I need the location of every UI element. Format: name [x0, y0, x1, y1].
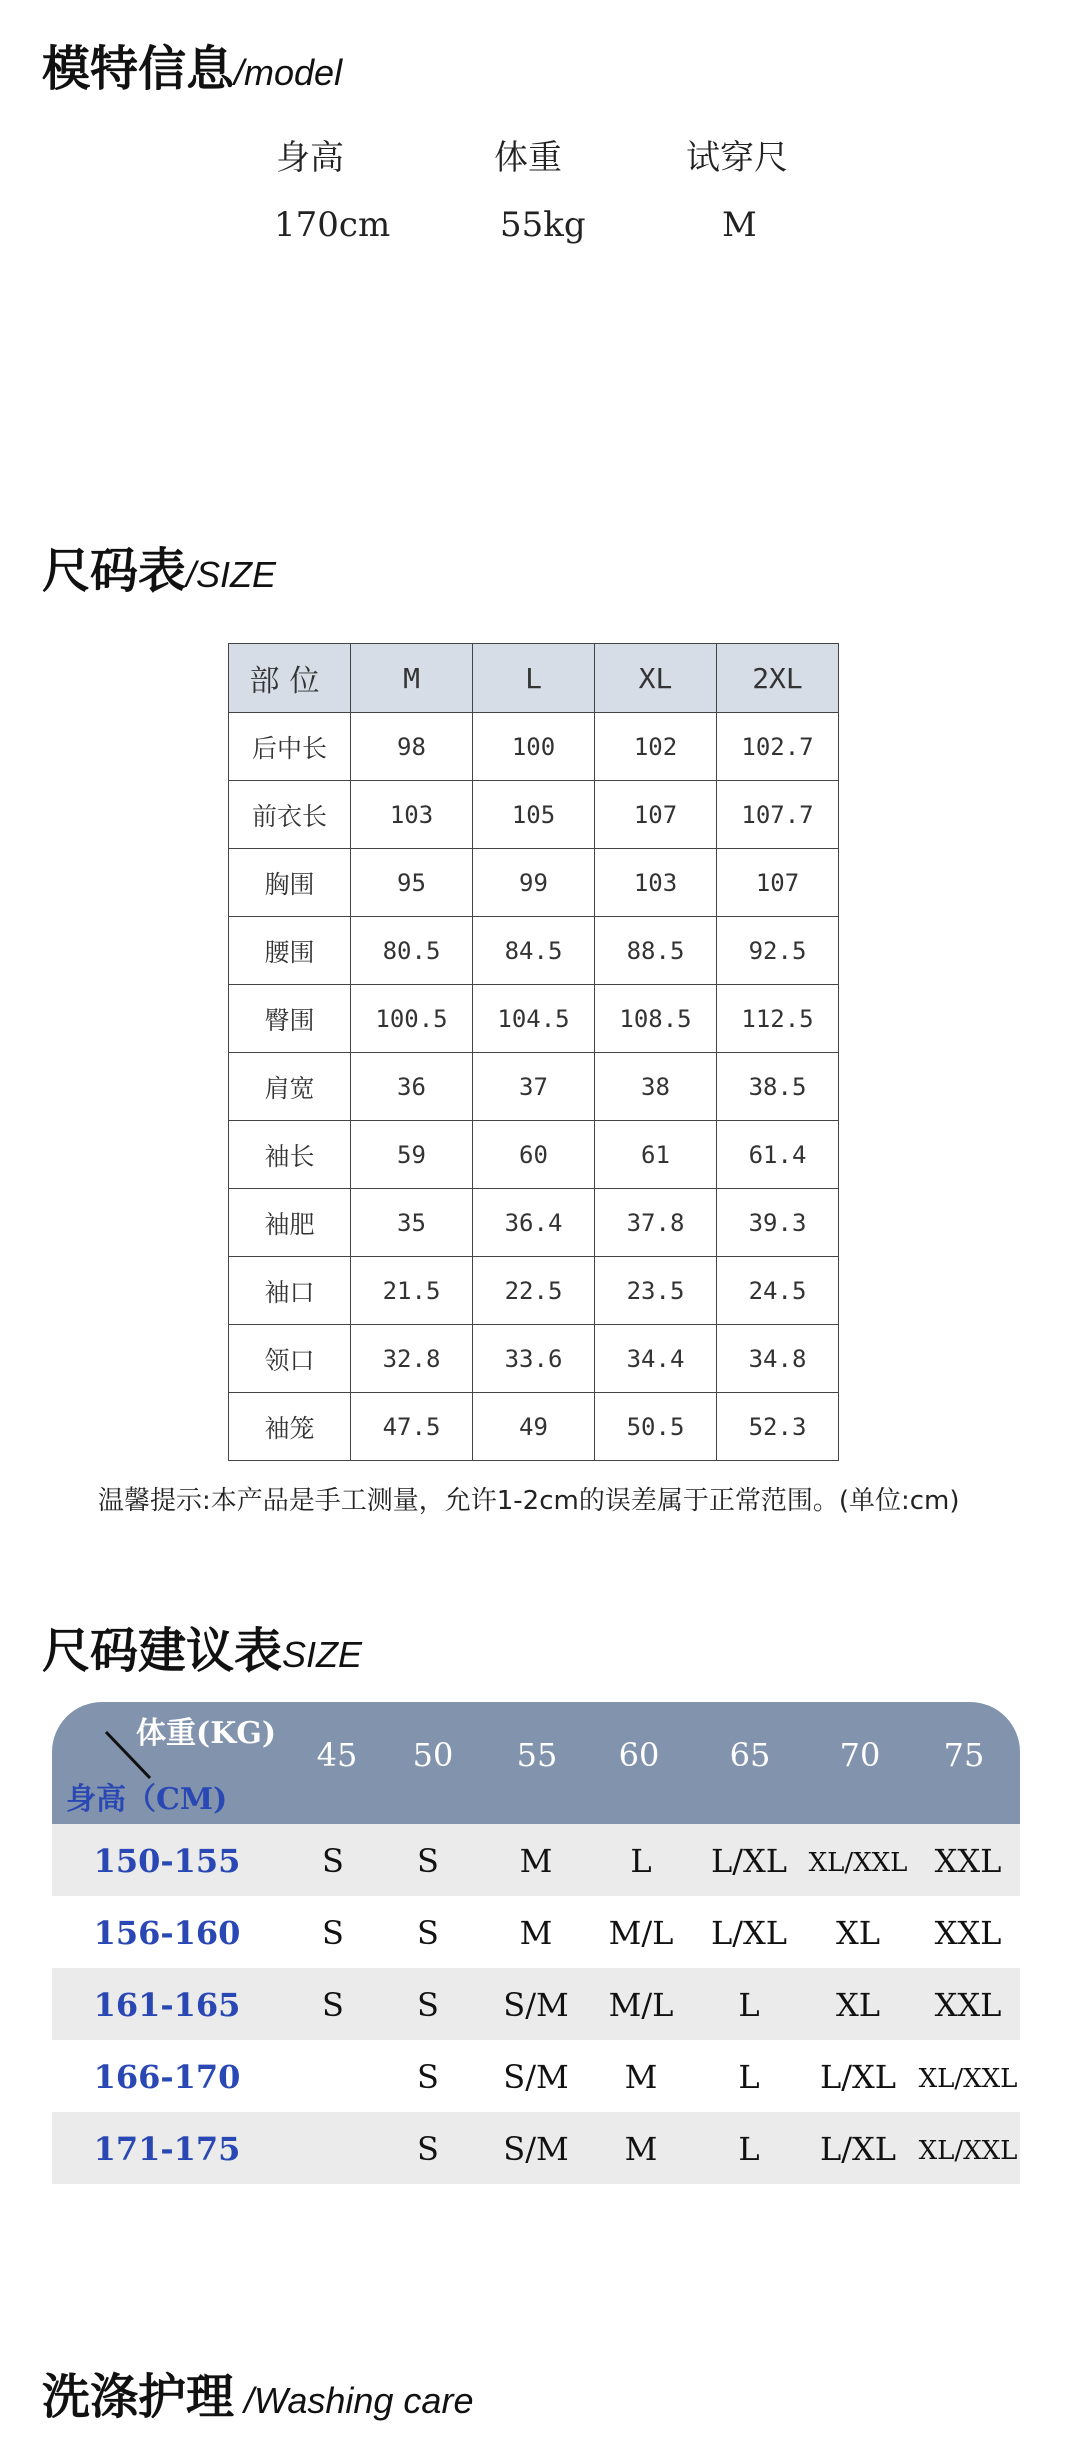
recommended-size-cell: XXL: [934, 1914, 1002, 1952]
size-cell: 36.4: [473, 1189, 595, 1257]
recommended-size-cell: S: [322, 1842, 344, 1880]
recommended-size-cell: L/XL: [819, 2058, 897, 2096]
size-cell: 103: [351, 781, 473, 849]
recommend-title-en: SIZE: [282, 1634, 363, 1675]
recommended-size-cell: XL/XXL: [808, 1848, 908, 1878]
washing-title-zh: 洗涤护理: [42, 2369, 235, 2425]
recommended-size-cell: S/M: [503, 2130, 569, 2168]
model-value-size: M: [722, 205, 757, 245]
size-row-part: 袖长: [229, 1121, 351, 1189]
recommended-size-cell: S: [417, 1914, 439, 1952]
recommendation-row: [52, 2040, 1020, 2112]
size-cell: 37.8: [595, 1189, 717, 1257]
weight-column-header: 50: [412, 1736, 454, 1774]
model-header-size: 试穿尺: [686, 138, 788, 178]
size-cell: 100: [473, 713, 595, 781]
recommended-size-cell: XL/XXL: [918, 2136, 1018, 2166]
size-cell: 103: [595, 849, 717, 917]
header-size-2xl: 2XL: [717, 644, 839, 713]
size-table-header: [229, 644, 839, 713]
size-table-row: [229, 849, 839, 917]
recommended-size-cell: S: [322, 1986, 344, 2024]
recommend-title-zh: 尺码建议表: [42, 1623, 283, 1679]
recommended-size-cell: L: [738, 1986, 760, 2024]
recommended-size-cell: XL/XXL: [918, 2064, 1018, 2094]
model-title-zh: 模特信息: [42, 41, 235, 97]
size-section-title: [42, 532, 276, 601]
height-range-cell: 150-155: [93, 1842, 241, 1880]
size-cell: 39.3: [717, 1189, 839, 1257]
recommendation-row: [52, 1824, 1020, 1896]
size-cell: 49: [473, 1393, 595, 1461]
recommendation-row: [52, 1968, 1020, 2040]
weight-column-header: 75: [943, 1736, 985, 1774]
size-table-row: [229, 713, 839, 781]
recommended-size-cell: XL: [835, 1986, 881, 2024]
recommended-size-cell: M: [519, 1842, 553, 1880]
size-row-part: 袖笼: [229, 1393, 351, 1461]
size-cell: 35: [351, 1189, 473, 1257]
size-cell: 21.5: [351, 1257, 473, 1325]
recommended-size-cell: XXL: [934, 1986, 1002, 2024]
recommended-size-cell: M/L: [608, 1914, 674, 1952]
size-title-zh: 尺码表: [42, 543, 187, 599]
height-axis-label: 身高（CM): [66, 1782, 228, 1817]
size-table-row: [229, 1189, 839, 1257]
recommended-size-cell: S/M: [503, 1986, 569, 2024]
recommended-size-cell: L/XL: [819, 2130, 897, 2168]
size-cell: 47.5: [351, 1393, 473, 1461]
recommendation-row: [52, 2112, 1020, 2184]
size-cell: 52.3: [717, 1393, 839, 1461]
size-row-part: 袖口: [229, 1257, 351, 1325]
measurement-note: 温馨提示:本产品是手工测量，允许1-2cm的误差属于正常范围。(单位:cm): [98, 1486, 960, 1516]
size-cell: 38: [595, 1053, 717, 1121]
size-table-row: [229, 1053, 839, 1121]
size-cell: 22.5: [473, 1257, 595, 1325]
size-cell: 99: [473, 849, 595, 917]
size-row-part: 领口: [229, 1325, 351, 1393]
size-cell: 98: [351, 713, 473, 781]
recommended-size-cell: XXL: [934, 1842, 1002, 1880]
header-size-xl: XL: [595, 644, 717, 713]
weight-axis-label: 体重(KG): [136, 1716, 277, 1751]
recommended-size-cell: S: [417, 2058, 439, 2096]
header-size-m: M: [351, 644, 473, 713]
size-title-en: /SIZE: [186, 554, 277, 595]
size-table-row: [229, 917, 839, 985]
recommend-section-title: [42, 1612, 362, 1681]
size-cell: 80.5: [351, 917, 473, 985]
size-cell: 102: [595, 713, 717, 781]
size-cell: 107: [717, 849, 839, 917]
size-row-part: 胸围: [229, 849, 351, 917]
size-table-row: [229, 1257, 839, 1325]
model-value-weight: 55kg: [500, 205, 586, 245]
weight-column-header: 70: [839, 1736, 881, 1774]
recommendation-table: [52, 1702, 1020, 2184]
height-range-cell: 161-165: [93, 1986, 241, 2024]
recommended-size-cell: M: [624, 2130, 658, 2168]
size-table-row: [229, 1121, 839, 1189]
header-size-l: L: [473, 644, 595, 713]
recommended-size-cell: M/L: [608, 1986, 674, 2024]
size-table-row: [229, 781, 839, 849]
size-cell: 104.5: [473, 985, 595, 1053]
header-part-label: 部位: [229, 644, 351, 713]
recommended-size-cell: S: [417, 1842, 439, 1880]
size-cell: 36: [351, 1053, 473, 1121]
size-row-part: 后中长: [229, 713, 351, 781]
model-header-weight: 体重: [494, 138, 562, 178]
size-cell: 95: [351, 849, 473, 917]
size-cell: 60: [473, 1121, 595, 1189]
recommended-size-cell: L/XL: [710, 1842, 788, 1880]
size-row-part: 臀围: [229, 985, 351, 1053]
weight-column-header: 45: [316, 1736, 358, 1774]
model-section-title: [42, 30, 342, 99]
size-cell: 84.5: [473, 917, 595, 985]
washing-title-en: /Washing care: [234, 2380, 474, 2421]
size-cell: 24.5: [717, 1257, 839, 1325]
size-cell: 61.4: [717, 1121, 839, 1189]
size-table-row: [229, 1393, 839, 1461]
recommended-size-cell: M: [519, 1914, 553, 1952]
model-header-height: 身高: [276, 138, 344, 178]
weight-column-header: 60: [618, 1736, 660, 1774]
size-cell: 33.6: [473, 1325, 595, 1393]
size-row-part: 腰围: [229, 917, 351, 985]
recommendation-row: [52, 1896, 1020, 1968]
weight-column-header: 55: [516, 1736, 558, 1774]
size-row-part: 肩宽: [229, 1053, 351, 1121]
size-cell: 105: [473, 781, 595, 849]
recommended-size-cell: L: [738, 2130, 760, 2168]
height-range-cell: 166-170: [93, 2058, 241, 2096]
recommendation-header: [52, 1702, 1020, 1824]
size-cell: 112.5: [717, 985, 839, 1053]
size-cell: 107.7: [717, 781, 839, 849]
size-cell: 59: [351, 1121, 473, 1189]
size-cell: 61: [595, 1121, 717, 1189]
size-cell: 34.8: [717, 1325, 839, 1393]
model-title-en: /model: [234, 52, 343, 93]
size-table-row: [229, 985, 839, 1053]
size-cell: 88.5: [595, 917, 717, 985]
size-cell: 23.5: [595, 1257, 717, 1325]
recommended-size-cell: S: [417, 1986, 439, 2024]
size-cell: 32.8: [351, 1325, 473, 1393]
size-table-row: [229, 1325, 839, 1393]
recommended-size-cell: L/XL: [710, 1914, 788, 1952]
size-cell: 107: [595, 781, 717, 849]
height-range-cell: 171-175: [93, 2130, 241, 2168]
recommended-size-cell: XL: [835, 1914, 881, 1952]
size-row-part: 袖肥: [229, 1189, 351, 1257]
recommended-size-cell: S: [322, 1914, 344, 1952]
size-cell: 38.5: [717, 1053, 839, 1121]
model-value-height: 170cm: [274, 205, 391, 245]
washing-section-title: [42, 2358, 473, 2427]
recommended-size-cell: L: [738, 2058, 760, 2096]
size-cell: 102.7: [717, 713, 839, 781]
size-cell: 34.4: [595, 1325, 717, 1393]
height-range-cell: 156-160: [93, 1914, 241, 1952]
recommended-size-cell: L: [630, 1842, 652, 1880]
recommended-size-cell: M: [624, 2058, 658, 2096]
weight-column-header: 65: [729, 1736, 771, 1774]
size-cell: 37: [473, 1053, 595, 1121]
size-cell: 108.5: [595, 985, 717, 1053]
size-cell: 100.5: [351, 985, 473, 1053]
recommended-size-cell: S/M: [503, 2058, 569, 2096]
size-cell: 50.5: [595, 1393, 717, 1461]
size-cell: 92.5: [717, 917, 839, 985]
size-row-part: 前衣长: [229, 781, 351, 849]
recommended-size-cell: S: [417, 2130, 439, 2168]
size-table: [228, 643, 839, 1461]
